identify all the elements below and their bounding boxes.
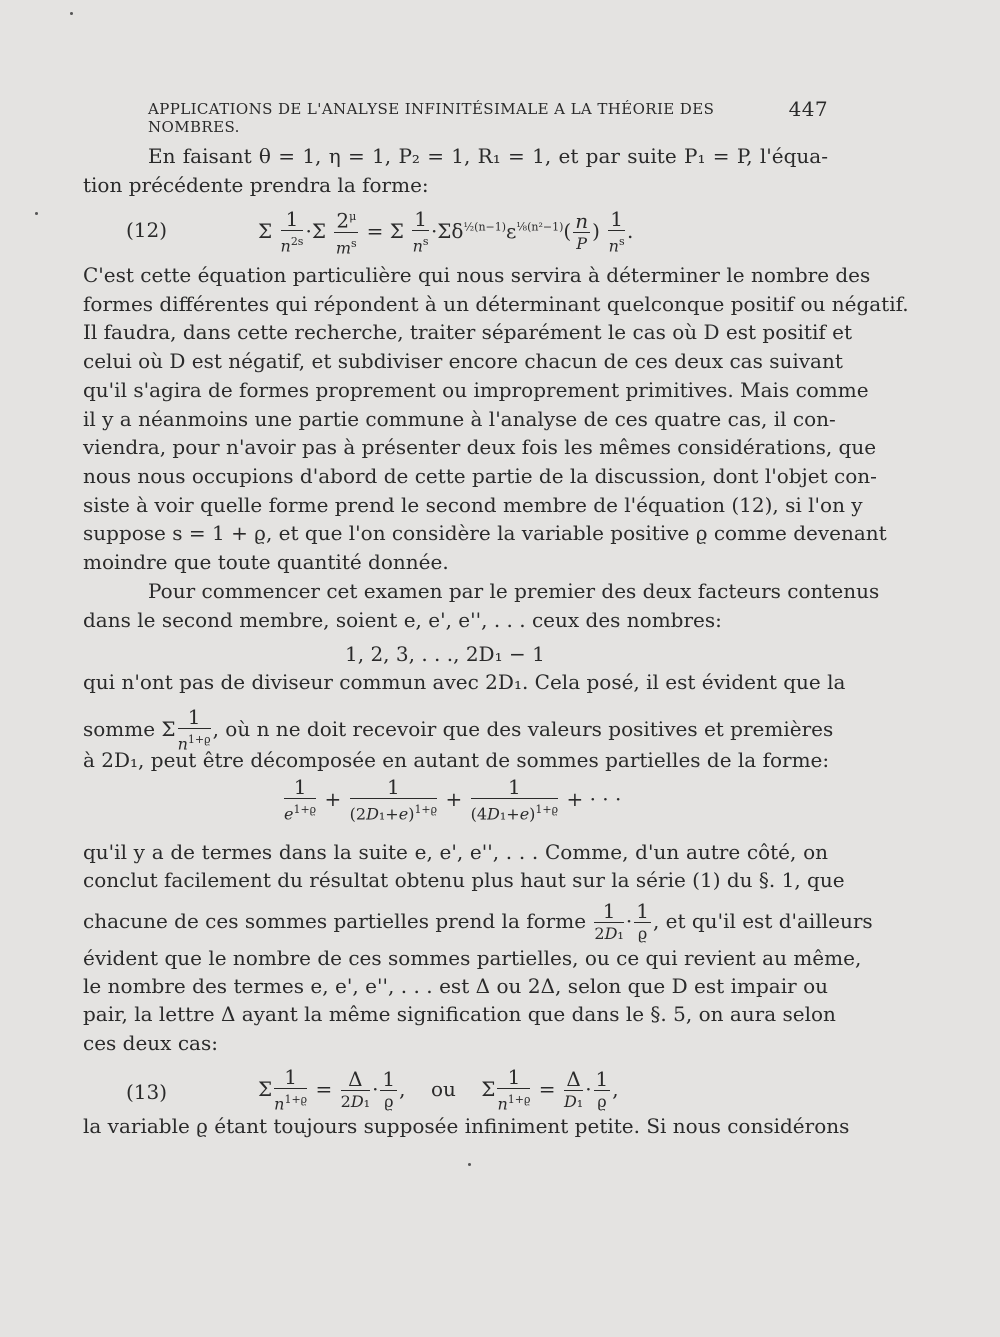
text-line: qu'il y a de termes dans la suite e, e', e'', . . . Comme, d'un autre côté, on <box>83 840 828 864</box>
paper-speck <box>35 212 38 215</box>
text-line: C'est cette équation particulière qui nous servira à déterminer le nombre des <box>83 263 871 287</box>
paper-speck <box>468 1163 471 1166</box>
text-fragment: chacune de ces sommes partielles prend la forme <box>83 909 587 933</box>
text-line: évident que le nombre de ces sommes partielles, ou ce qui revient au même, <box>83 946 862 970</box>
text-line: suppose s = 1 + ϱ, et que l'on considère la variable positive ϱ comme devenant <box>83 521 887 545</box>
text-line: celui où D est négatif, et subdiviser encore chacun de ces deux cas suivant <box>83 349 843 373</box>
header-title: APPLICATIONS DE L'ANALYSE INFINITÉSIMALE A LA THÉORIE DES NOMBRES. <box>148 100 715 136</box>
text-line: qui n'ont pas de diviseur commun avec 2D₁. Cela posé, il est évident que la <box>83 670 846 694</box>
text-line: tion précédente prendra la forme: <box>83 173 429 197</box>
page-number: 447 <box>788 97 828 121</box>
text-line: En faisant θ = 1, η = 1, P₂ = 1, R₁ = 1, et par suite P₁ = P, l'équa- <box>148 144 828 168</box>
text-line: somme Σ $\frac{1}{n^{1+ϱ}}$ , où n ne doit recevoir que des valeurs positives et premières <box>83 705 834 754</box>
text-fragment: somme <box>83 717 156 742</box>
text-line: Pour commencer cet examen par le premier des deux facteurs contenus <box>148 579 880 603</box>
text-line: qu'il s'agira de formes proprement ou improprement primitives. Mais comme <box>83 378 869 402</box>
text-line: formes différentes qui répondent à un déterminant quelconque positif ou négatif. <box>83 292 909 316</box>
text-line: moindre que toute quantité donnée. <box>83 550 449 574</box>
equation-number: (12) <box>126 218 168 242</box>
running-header <box>148 97 828 136</box>
equation-number: (13) <box>126 1080 168 1104</box>
text-line: le nombre des termes e, e', e'', . . . est Δ ou 2Δ, selon que D est impair ou <box>83 974 828 998</box>
partial-sum-series: $\frac{1}{e^{1+ϱ}}$ + $\frac{1}{(2D_1+e)^{1+ϱ}}$ + $\frac{1}{(4D_1+e)^{1+ϱ}}$ + · · · <box>284 775 622 824</box>
text-line: Il faudra, dans cette recherche, traiter séparément le cas où D est positif et <box>83 320 852 344</box>
text-fragment: , et qu'il est d'ailleurs <box>652 909 873 933</box>
text-line: viendra, pour n'avoir pas à présenter deux fois les mêmes considérations, que <box>83 435 877 459</box>
number-sequence: 1, 2, 3, . . ., 2D₁ − 1 <box>345 642 545 666</box>
text-line: la variable ϱ étant toujours supposée infiniment petite. Si nous considérons <box>83 1114 850 1138</box>
text-line: il y a néanmoins une partie commune à l'analyse de ces quatre cas, il con- <box>83 407 836 431</box>
paper-speck <box>70 12 73 15</box>
text-line: siste à voir quelle forme prend le second membre de l'équation (12), si l'on y <box>83 493 863 517</box>
text-line: à 2D₁, peut être décomposée en autant de sommes partielles de la forme: <box>83 748 830 772</box>
text-line: dans le second membre, soient e, e', e'', . . . ceux des nombres: <box>83 608 722 632</box>
equation-12: Σ $\frac{1}{n^{2s}}$ ·Σ $\frac{2^\mu}{m^s}$ = Σ $\frac{1}{n^s}$ $\cdot\Sigma\delta^{\frac{1}{2}(n-1)}\varepsilon^{\frac{1}{8}(n^2-1)}$( $\frac{n}{P}$ ) $\frac{1}{n^s}$ . <box>258 206 634 257</box>
equation-13: Σ $\frac{1}{n^{1+ϱ}}$ = $\frac{\Delta}{\text{2D₁}}$ · $\frac{1}{ϱ}$ , ou Σ $\frac{1}{n^{1+ϱ}}$ = $\frac{\Delta}{\text{D₁}}$ · $\frac{1}{ϱ}$ , <box>258 1065 619 1114</box>
text-line: pair, la lettre Δ ayant la même signification que dans le §. 5, on aura selon <box>83 1002 836 1026</box>
text-line: chacune de ces sommes partielles prend la forme $\frac{1}{\text{2D₁}}$ · $\frac{1}{ϱ}$ , et qu'il est d'ailleurs <box>83 899 873 943</box>
text-line: conclut facilement du résultat obtenu plus haut sur la série (1) du §. 1, que <box>83 868 845 892</box>
text-line: nous nous occupions d'abord de cette partie de la discussion, dont l'objet con- <box>83 464 877 488</box>
text-line: ces deux cas: <box>83 1031 218 1055</box>
or-word: ou <box>430 1077 456 1102</box>
text-fragment: , où n ne doit recevoir que des valeurs positives et premières <box>212 717 834 742</box>
